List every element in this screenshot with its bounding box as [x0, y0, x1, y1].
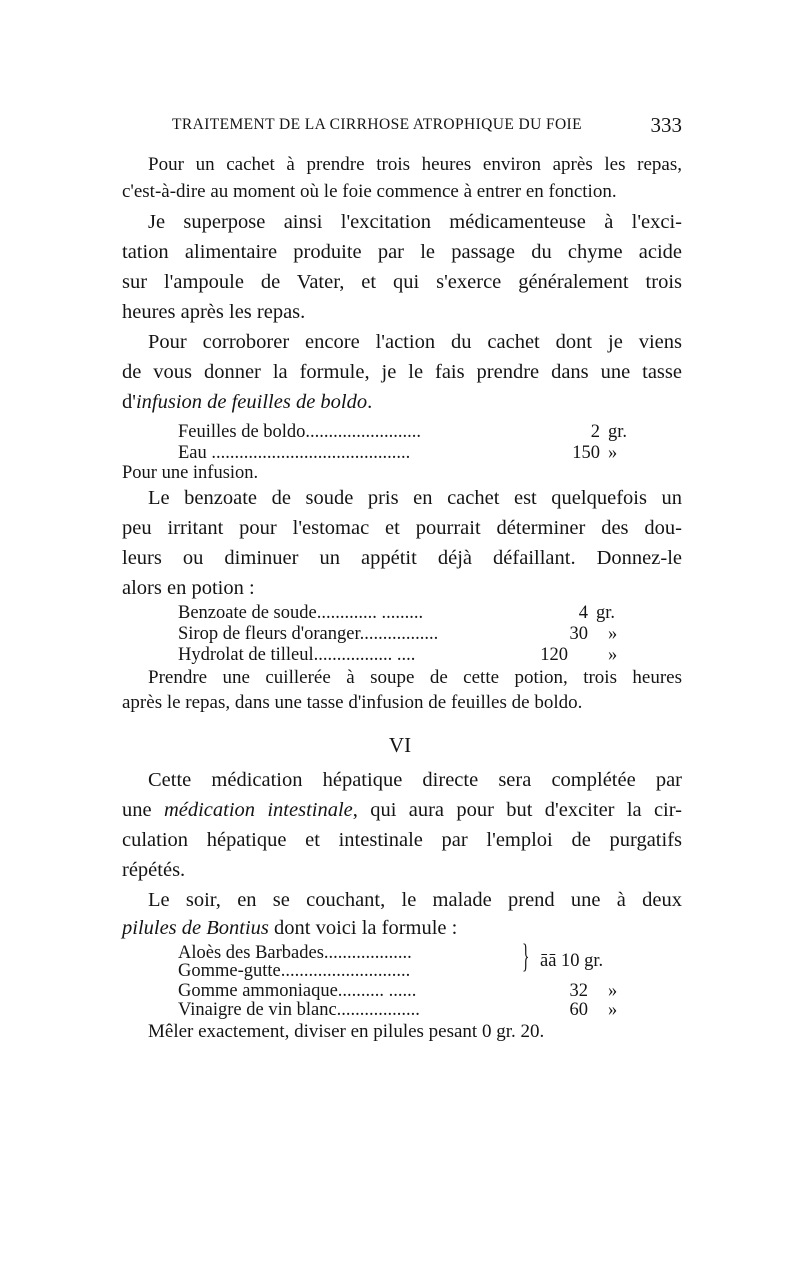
running-title: TRAITEMENT DE LA CIRRHOSE ATROPHIQUE DU FOIE: [172, 116, 582, 133]
para2-line-2: tation alimentaire produite par le passage du chyme acide: [122, 241, 682, 263]
recipe2-item-qty: 30: [569, 624, 588, 644]
recipe3-note: Mêler exactement, diviser en pilules pesant 0 gr. 20.: [148, 1021, 545, 1042]
recipe2-item-unit: »: [608, 624, 618, 644]
para2-line-4: heures après les repas.: [122, 301, 306, 323]
recipe3-item-qty: 60: [569, 1000, 588, 1020]
para7-line-2: [122, 918, 682, 939]
para6-prefix: une: [122, 799, 164, 821]
para3-line-1: Pour corroborer encore l'action du cachet dont je viens: [148, 331, 682, 353]
recipe3-item-name: Vinaigre de vin blanc..................: [178, 1000, 420, 1020]
para6-italic: médication intestinale: [163, 799, 353, 821]
recipe2-item-name: Hydrolat de tilleul................. ....: [178, 645, 416, 665]
para5-line-2: après le repas, dans une tasse d'infusion de feuilles de boldo.: [122, 692, 583, 713]
para7-suffix: dont voici la formule :: [268, 917, 458, 939]
recipe1-item-name: Eau ...........................................: [178, 443, 411, 463]
para2-line-3: sur l'ampoule de Vater, et qui s'exerce généralement trois: [122, 271, 682, 293]
recipe3-item-unit: »: [608, 981, 618, 1001]
recipe2-item-name: Benzoate de soude............. .........: [178, 603, 424, 623]
para3-suffix: .: [367, 391, 373, 413]
para1-line-1: Pour un cachet à prendre trois heures environ après les repas,: [148, 154, 682, 175]
para1-line-2: c'est-à-dire au moment où le foie commence à entrer en fonction.: [122, 181, 617, 202]
section-heading: VI: [388, 733, 412, 757]
recipe1-item-name: Feuilles de boldo.........................: [178, 422, 422, 442]
recipe3-item-name: Gomme ammoniaque.......... ......: [178, 981, 417, 1001]
recipe3-item-name: Aloès des Barbades...................: [178, 943, 412, 963]
para6-line-2: [122, 800, 682, 821]
recipe2-item-name: Sirop de fleurs d'oranger.................: [178, 624, 439, 644]
recipe1-item-qty: 2: [590, 422, 600, 442]
para3-line-2: de vous donner la formule, je le fais prendre dans une tasse: [122, 361, 682, 383]
recipe2-item-qty: 120: [540, 645, 568, 665]
para7-italic: pilules de Bontius: [122, 917, 269, 939]
para6-line-3: culation hépatique et intestinale par l'emploi de purgatifs: [122, 829, 682, 851]
recipe3-item-unit: »: [608, 1000, 618, 1020]
para6-line-1: Cette médication hépatique directe sera complétée par: [148, 769, 682, 791]
para4-line-2: peu irritant pour l'estomac et pourrait déterminer des dou-: [122, 517, 682, 539]
recipe2-item-unit: gr.: [596, 603, 616, 623]
para3-line-3: [122, 392, 682, 413]
recipe2-item-unit: »: [608, 645, 618, 665]
recipe1-item-unit: gr.: [608, 422, 628, 442]
para4-line-1: Le benzoate de soude pris en cachet est quelquefois un: [148, 487, 682, 509]
brace-symbol: }: [522, 938, 530, 975]
para2-line-1: Je superpose ainsi l'excitation médicamenteuse à l'exci-: [148, 211, 682, 233]
para3-italic: infusion de feuilles de boldo: [135, 391, 368, 413]
para5-line-1: Prendre une cuillerée à soupe de cette potion, trois heures: [148, 667, 682, 688]
recipe1-item-qty: 150: [572, 443, 600, 463]
para4-line-3: leurs ou diminuer un appétit déjà défaillant. Donnez-le: [122, 547, 682, 569]
recipe3-item-qty: 32: [569, 981, 588, 1001]
running-header: [172, 113, 682, 142]
recipe3-item-name: Gomme-gutte............................: [178, 961, 411, 981]
recipe3-brace-label: āā 10 gr.: [540, 951, 604, 971]
para3-prefix: d': [122, 391, 136, 413]
para4-line-4: alors en potion :: [122, 577, 255, 599]
recipe2-item-qty: 4: [578, 603, 588, 623]
para6-line-4: répétés.: [122, 859, 186, 881]
page-number: 333: [650, 113, 682, 137]
para6-suffix: , qui aura pour but d'exciter la cir-: [352, 799, 682, 821]
recipe1-item-unit: »: [608, 443, 618, 463]
para7-line-1: Le soir, en se couchant, le malade prend une à deux: [148, 889, 682, 911]
recipe1-note: Pour une infusion.: [122, 463, 259, 483]
